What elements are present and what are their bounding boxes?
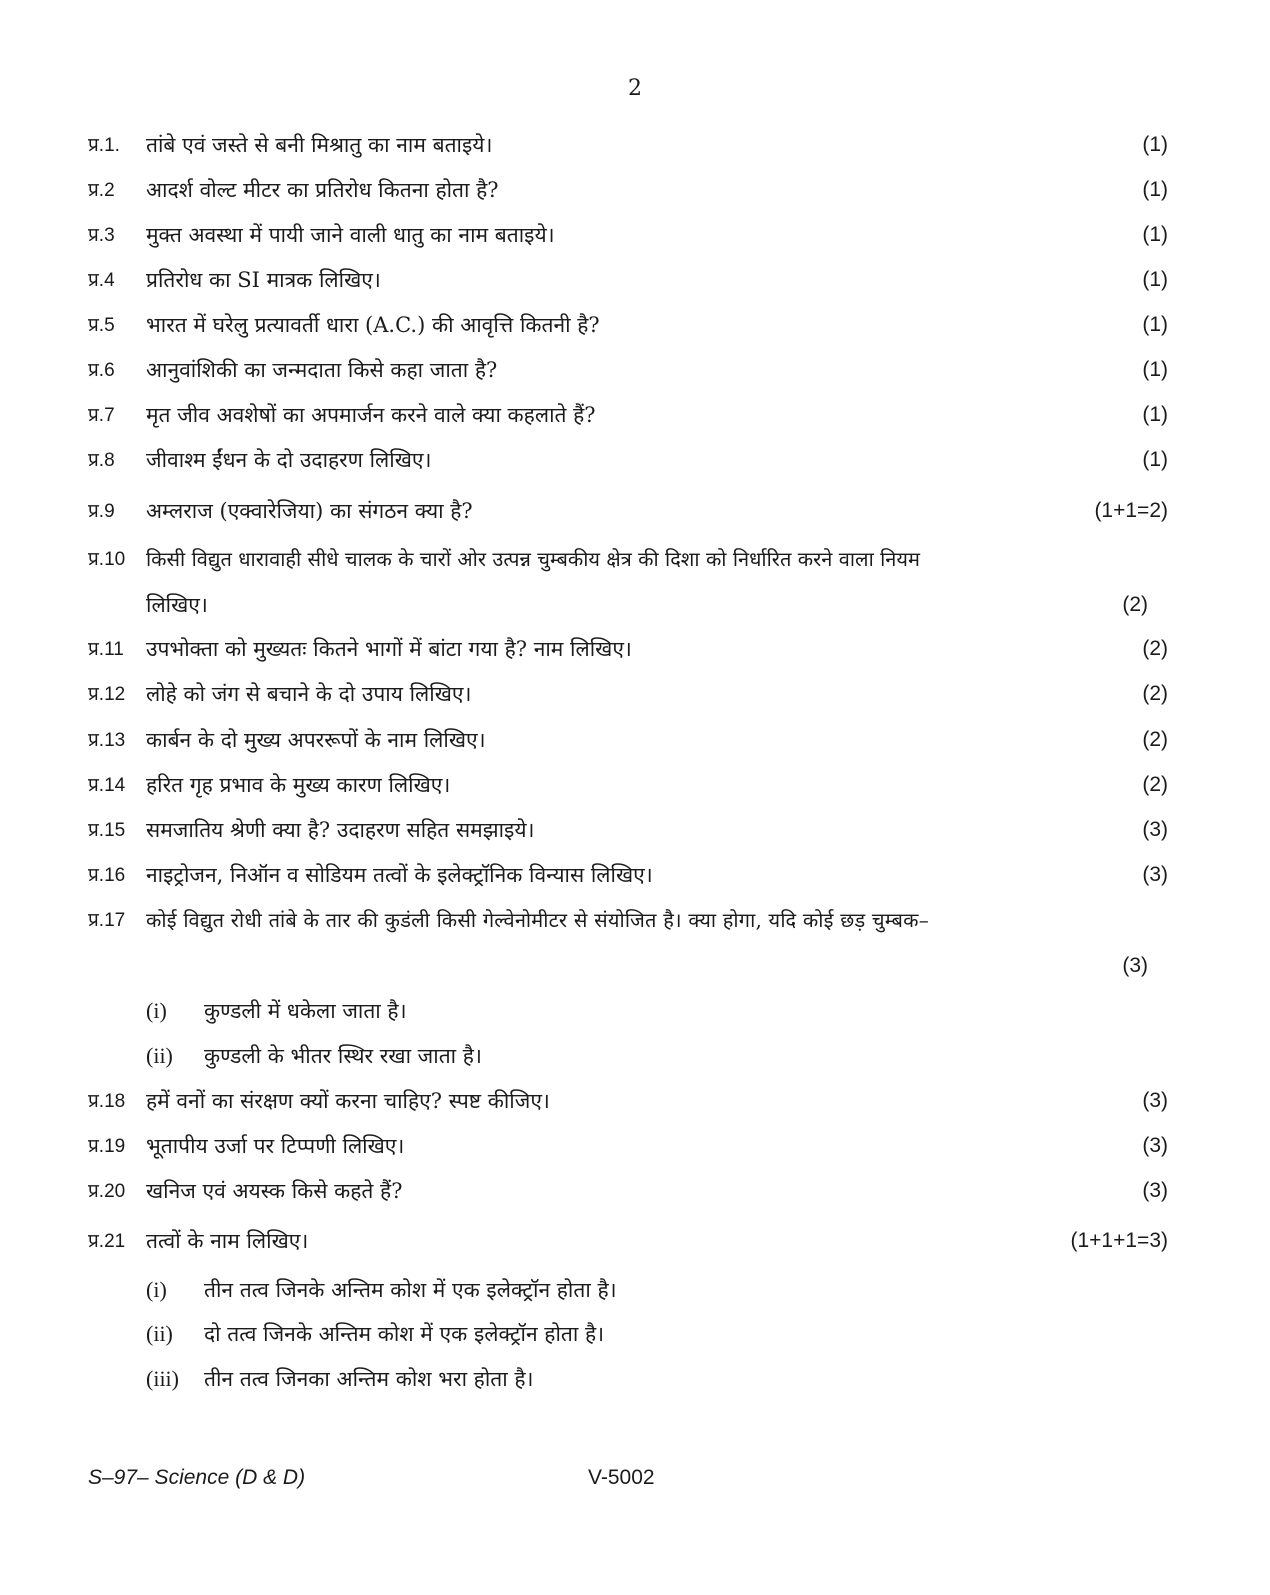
question-21 [88,1226,1168,1256]
question-17 [88,905,1168,935]
question-19 [88,1131,1168,1161]
question-text: भारत में घरेलु प्रत्यावर्ती धारा (A.C.) की आवृत्ति कितनी है? [146,313,600,337]
question-text: कार्बन के दो मुख्य अपररूपों के नाम लिखिए। [146,728,486,752]
question-6 [88,355,1168,385]
question-14 [88,770,1168,800]
question-4 [88,265,1168,295]
sub-question-label: (ii) [146,1321,173,1346]
question-3 [88,220,1168,250]
question-13 [88,725,1168,755]
question-text: हमें वनों का संरक्षण क्यों करना चाहिए? स्पष्ट कीजिए। [146,1089,550,1113]
sub-question-text: कुण्डली में धकेला जाता है। [204,999,407,1023]
question-16 [88,860,1168,890]
question-number: प्र.16 [88,865,126,886]
question-text: प्रतिरोध का SI मात्रक लिखिए। [146,268,381,292]
question-marks: (1) [1142,313,1168,336]
question-text: आनुवांशिकी का जन्मदाता किसे कहा जाता है? [146,358,498,382]
question-text: तत्वों के नाम लिखिए। [146,1229,309,1253]
question-number: प्र.6 [88,360,115,381]
footer-code: V-5002 [588,1466,655,1489]
question-text: समजातिय श्रेणी क्या है? उदाहरण सहित समझाइये। [146,818,535,842]
question-10-marks: (2) [1122,593,1148,616]
question-marks: (2) [1142,773,1168,796]
question-number: प्र.9 [88,501,115,522]
sub-question-text: तीन तत्व जिनके अन्तिम कोश में एक इलेक्ट्रॉन होता है। [204,1278,617,1302]
question-number: प्र.18 [88,1091,126,1112]
question-marks: (2) [1142,728,1168,751]
sub-question-label: (i) [146,998,167,1023]
question-marks: (1) [1142,133,1168,156]
question-marks: (3) [1142,1134,1168,1157]
question-2 [88,175,1168,205]
question-number: प्र.1. [88,135,120,156]
question-marks: (1) [1142,403,1168,426]
question-text: भूतापीय उर्जा पर टिप्पणी लिखिए। [146,1134,405,1158]
question-number: प्र.8 [88,450,115,471]
question-marks: (3) [1142,1179,1168,1202]
sub-question-label: (i) [146,1277,167,1302]
question-marks: (1+1+1=3) [1070,1229,1168,1252]
question-10-continuation: लिखिए। [146,593,208,617]
question-marks: (1) [1142,268,1168,291]
question-number: प्र.21 [88,1231,126,1252]
question-20 [88,1176,1168,1206]
question-1 [88,130,1168,160]
question-17-marks: (3) [1122,954,1148,977]
question-text: तांबे एवं जस्ते से बनी मिश्रातु का नाम बताइये। [146,133,493,157]
sub-question-text: दो तत्व जिनके अन्तिम कोश में एक इलेक्ट्रॉन होता है। [204,1322,605,1346]
question-number: प्र.13 [88,730,126,751]
question-text: आदर्श वोल्ट मीटर का प्रतिरोध कितना होता है? [146,178,499,202]
footer-subject: S–97– Science (D & D) [88,1466,306,1489]
question-9 [88,496,1168,526]
question-text: अम्लराज (एक्वारेजिया) का संगठन क्या है? [146,499,473,523]
sub-question-label: (iii) [146,1366,179,1391]
question-text: नाइट्रोजन, निऑन व सोडियम तत्वों के इलेक्ट्रॉनिक विन्यास लिखिए। [146,863,653,887]
question-marks: (3) [1142,1089,1168,1112]
question-marks: (2) [1142,637,1168,660]
page-number: 2 [628,76,642,101]
question-number: प्र.12 [88,684,126,705]
question-text: मृत जीव अवशेषों का अपमार्जन करने वाले क्या कहलाते हैं? [146,403,596,427]
question-marks: (1) [1142,178,1168,201]
question-8 [88,445,1168,475]
question-7 [88,400,1168,430]
question-number: प्र.10 [88,549,126,570]
question-number: प्र.7 [88,405,115,426]
question-text: उपभोक्ता को मुख्यतः कितने भागों में बांटा गया है? नाम लिखिए। [146,637,632,661]
question-marks: (1) [1142,223,1168,246]
question-text: लोहे को जंग से बचाने के दो उपाय लिखिए। [146,682,472,706]
question-number: प्र.5 [88,315,115,336]
question-text: खनिज एवं अयस्क किसे कहते हैं? [146,1179,403,1203]
question-marks: (1+1=2) [1094,499,1168,522]
question-number: प्र.4 [88,270,115,291]
question-number: प्र.17 [88,910,126,931]
question-10 [88,544,1168,574]
question-marks: (1) [1142,358,1168,381]
question-marks: (2) [1142,682,1168,705]
question-number: प्र.14 [88,775,126,796]
question-text: मुक्त अवस्था में पायी जाने वाली धातु का नाम बताइये। [146,223,555,247]
question-text: हरित गृह प्रभाव के मुख्य कारण लिखिए। [146,773,451,797]
question-number: प्र.20 [88,1181,126,1202]
question-number: प्र.11 [88,639,124,660]
question-18 [88,1086,1168,1116]
sub-question-text: कुण्डली के भीतर स्थिर रखा जाता है। [204,1044,482,1068]
sub-question-label: (ii) [146,1043,173,1068]
question-text: कोई विद्युत रोधी तांबे के तार की कुडंली किसी गेल्वेनोमीटर से संयोजित है। क्या होगा, यदि कोई छड़ चुम्बक– [146,908,929,932]
question-number: प्र.15 [88,820,126,841]
question-11 [88,634,1168,664]
question-12 [88,679,1168,709]
sub-question-text: तीन तत्व जिनका अन्तिम कोश भरा होता है। [204,1367,534,1391]
question-15 [88,815,1168,845]
question-number: प्र.3 [88,225,115,246]
question-text: किसी विद्युत धारावाही सीधे चालक के चारों ओर उत्पन्न चुम्बकीय क्षेत्र की दिशा को निर्धारित करने वाला नियम [146,547,920,571]
question-marks: (1) [1142,448,1168,471]
question-text: जीवाश्म ईंधन के दो उदाहरण लिखिए। [146,448,432,472]
question-5 [88,310,1168,340]
question-marks: (3) [1142,818,1168,841]
question-marks: (3) [1142,863,1168,886]
question-number: प्र.2 [88,180,115,201]
question-number: प्र.19 [88,1136,126,1157]
